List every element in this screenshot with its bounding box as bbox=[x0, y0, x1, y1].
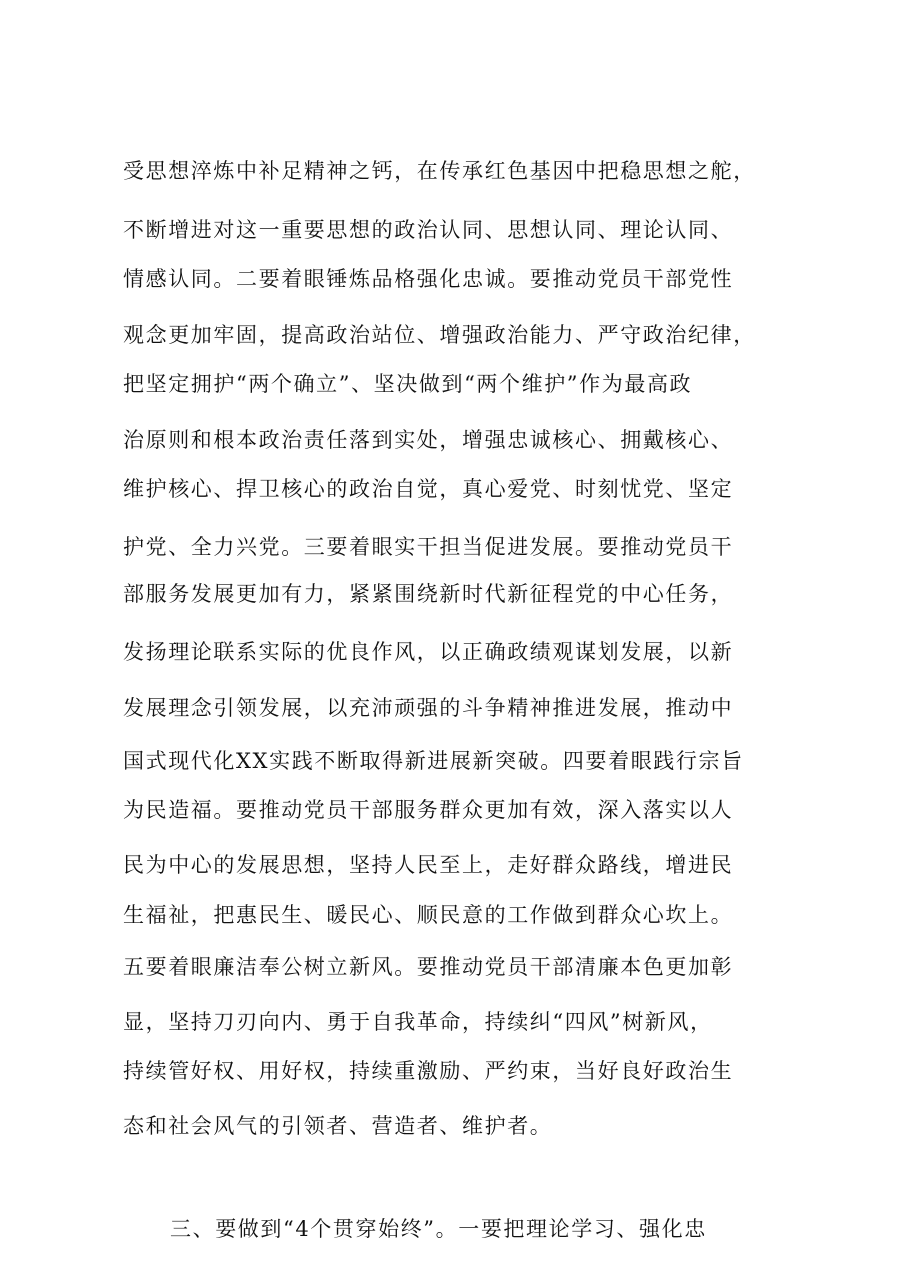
body-text-line: 维护核心、捍卫核心的政治自觉，真心爱党、时刻忧党、坚定 bbox=[123, 477, 734, 501]
body-text-line: 把坚定拥护“两个确立”、坚决做到“两个维护”作为最高政 bbox=[123, 372, 693, 396]
body-text-line: 观念更加牢固，提高政治站位、增强政治能力、严守政治纪律， bbox=[123, 323, 756, 347]
body-text-line: 情感认同。二要着眼锤炼品格强化忠诚。要推动党员干部党性 bbox=[123, 267, 734, 291]
body-text-line: 民为中心的发展思想，坚持人民至上，走好群众路线，增进民 bbox=[123, 853, 734, 877]
body-text-line: 受思想淬炼中补足精神之钙，在传承红色基因中把稳思想之舵， bbox=[123, 159, 756, 183]
body-text-line: 五要着眼廉洁奉公树立新风。要推动党员干部清廉本色更加彰 bbox=[123, 955, 734, 979]
body-text-line: 态和社会风气的引领者、营造者、维护者。 bbox=[123, 1114, 553, 1138]
body-text-line: 不断增进对这一重要思想的政治认同、思想认同、理论认同、 bbox=[123, 218, 734, 242]
body-text-line: 护党、全力兴党。三要着眼实干担当促进发展。要推动党员干 bbox=[123, 535, 734, 559]
body-text-line: 为民造福。要推动党员干部服务群众更加有效，深入落实以人 bbox=[123, 798, 734, 822]
body-text-line: 治原则和根本政治责任落到实处，增强忠诚核心、拥戴核心、 bbox=[123, 428, 734, 452]
section-heading-line: 三、要做到“4个贯穿始终”。一要把理论学习、强化忠 bbox=[170, 1217, 707, 1241]
body-text-line: 部服务发展更加有力，紧紧围绕新时代新征程党的中心任务， bbox=[123, 582, 734, 606]
body-text-line: 国式现代化XX实践不断取得新进展新突破。四要着眼践行宗旨 bbox=[123, 749, 744, 773]
body-text-line: 发展理念引领发展，以充沛顽强的斗争精神推进发展，推动中 bbox=[123, 696, 734, 720]
body-text-line: 显，坚持刀刃向内、勇于自我革命，持续纠“四风”树新风， bbox=[123, 1010, 713, 1034]
body-text-line: 生福祉，把惠民生、暖民心、顺民意的工作做到群众心坎上。 bbox=[123, 903, 734, 927]
body-text-line: 持续管好权、用好权，持续重激励、严约束，当好良好政治生 bbox=[123, 1059, 734, 1083]
body-text-line: 发扬理论联系实际的优良作风，以正确政绩观谋划发展，以新 bbox=[123, 640, 734, 664]
